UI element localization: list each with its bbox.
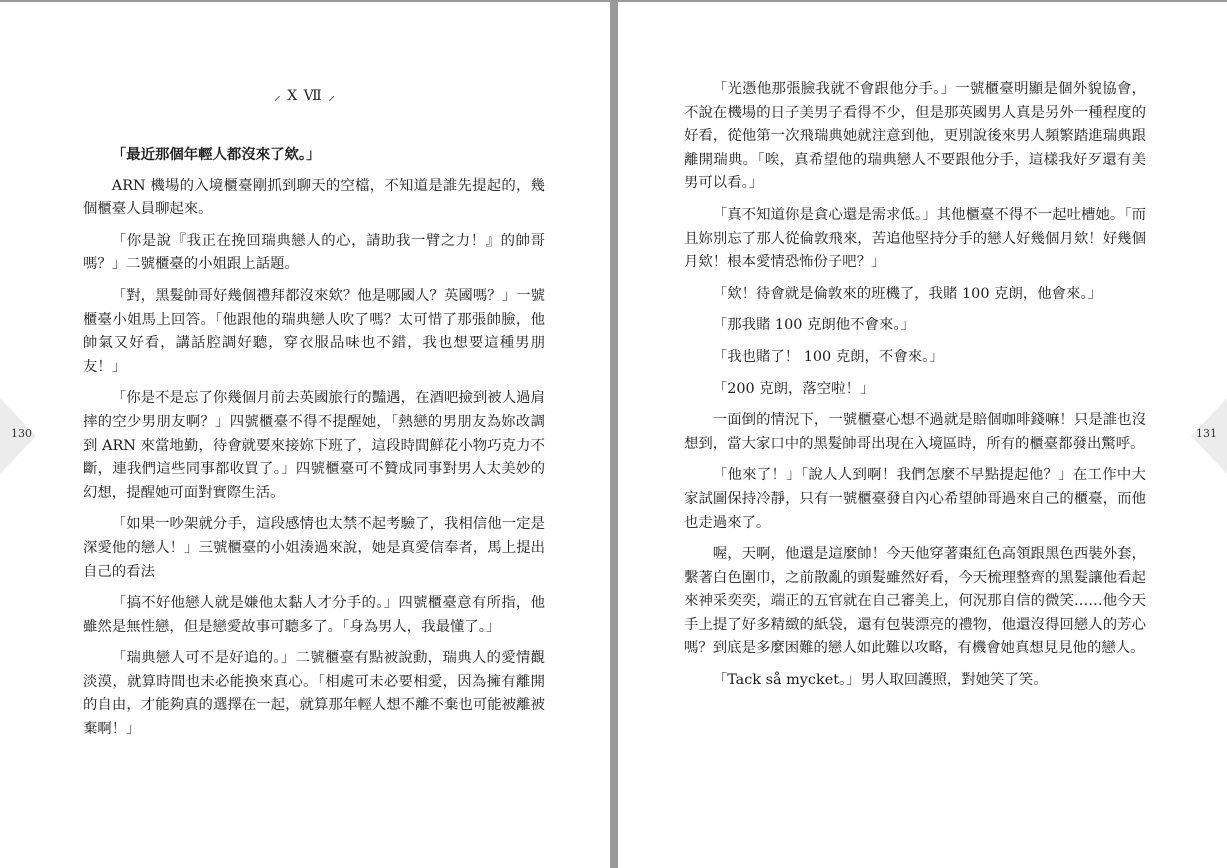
paragraph: 「你是不是忘了你幾個月前去英國旅行的豔遇，在酒吧撿到被人過肩摔的空少男朋友啊？」四號櫃臺不得不提醒她，「熱戀的男朋友為妳改調到 ARN 來當地勤，待會就要來接妳下班了，這段時間鮮花小物巧克力不斷，連我們這些同事都收買了。」四號櫃臺可不贊成同事對男人太美妙的幻想，提醒她可面對實際生活。 <box>83 390 545 501</box>
paragraph: 喔，天啊，他還是這麼帥！今天他穿著棗紅色高領跟黑色西裝外套，繫著白色圍巾，之前散亂的頭髮雖然好看，今天梳理整齊的黑髮讓他看起來神采奕奕，端正的五官就在自己審美上，何況那自信的微笑……他今天手上提了好多精緻的紙袋，還有包裝漂亮的禮物，他還沒得回戀人的芳心嗎？到底是多麼困難的戀人如此難以攻略，有機會她真想見見他的戀人。 <box>684 546 1146 657</box>
paragraph: 「搞不好他戀人就是嫌他太黏人才分手的。」四號櫃臺意有所指，他雖然是無性戀，但是戀愛故事可聽多了。「身為男人，我最懂了。」 <box>83 595 545 635</box>
paragraph: 一面倒的情況下，一號櫃臺心想不過就是賠個咖啡錢嘛！只是誰也沒想到，當大家口中的黑髮帥哥出現在入境區時，所有的櫃臺都發出驚呼。 <box>684 412 1146 452</box>
paragraph: 「200 克朗，落空啦！」 <box>712 380 875 397</box>
paragraph: ARN 機場的入境櫃臺剛抓到聊天的空檔，不知道是誰先提起的，幾個櫃臺人員聊起來。 <box>83 177 545 218</box>
right-page-text <box>684 78 1146 701</box>
paragraph: 「Tack så mycket。」男人取回護照，對她笑了笑。 <box>712 672 1048 689</box>
paragraph: 「對，黑髮帥哥好幾個禮拜都沒來欸？他是哪國人？英國嗎？」一號櫃臺小姐馬上回答。「他跟他的瑞典戀人吹了嗎？太可惜了那張帥臉，他帥氣又好看，講話腔調好聽，穿衣服品味也不錯，我也想要這種男朋友！」 <box>83 287 545 375</box>
paragraph: 「真不知道你是貪心還是需求低。」其他櫃臺不得不一起吐槽她。「而且妳別忘了那人從倫敦飛來，苦追他堅持分手的戀人好幾個月欸！好幾個月欸！根本愛情恐怖份子吧？」 <box>684 206 1146 271</box>
chapter-title: ⸝ X Ⅶ ⸝ <box>273 88 337 104</box>
paragraph: 「我也賭了！ 100 克朗，不會來。」 <box>712 348 944 365</box>
paragraph: 「那我賭 100 克朗他不會來。」 <box>712 317 915 334</box>
paragraph: 「瑞典戀人可不是好追的。」二號櫃臺有點被說動，瑞典人的愛情觀淡漠，就算時間也未必能換來真心。「相處可未必要相愛，因為擁有離開的自由，才能夠真的選擇在一起，就算那年輕人想不離不棄也可能被離被棄啊！」 <box>83 650 545 738</box>
left-page-number: 130 <box>11 427 32 440</box>
paragraph: 「如果一吵架就分手，這段感情也太禁不起考驗了，我相信他一定是深愛他的戀人！」三號櫃臺的小姐湊過來說，她是真愛信奉者，馬上提出自己的看法 <box>83 516 545 580</box>
left-page <box>0 2 610 868</box>
right-page <box>618 2 1227 868</box>
left-page-text <box>83 143 545 750</box>
paragraph: 「最近那個年輕人都沒來了欸。」 <box>111 146 321 163</box>
paragraph: 「他來了！」「說人人到啊！我們怎麼不早點提起他？」在工作中大家試圖保持冷靜，只有一號櫃臺發自內心希望帥哥過來自己的櫃臺，而他也走過來了。 <box>684 467 1146 531</box>
paragraph: 「你是說『我正在挽回瑞典戀人的心，請助我一臂之力！』的帥哥嗎？」二號櫃臺的小姐跟上話題。 <box>83 232 545 273</box>
right-page-number: 131 <box>1196 427 1217 440</box>
paragraph: 「光憑他那張臉我就不會跟他分手。」一號櫃臺明顯是個外貌協會，不說在機場的日子美男子看得不少，但是那英國男人真是另外一種程度的好看，從他第一次飛瑞典她就注意到他，更別說後來男人頻繁踏進瑞典跟離開瑞典。「唉，真希望他的瑞典戀人不要跟他分手，這樣我好歹還有美男可以看。」 <box>684 81 1146 192</box>
paragraph: 「欸！待會就是倫敦來的班機了，我賭 100 克朗，他會來。」 <box>712 285 1102 302</box>
